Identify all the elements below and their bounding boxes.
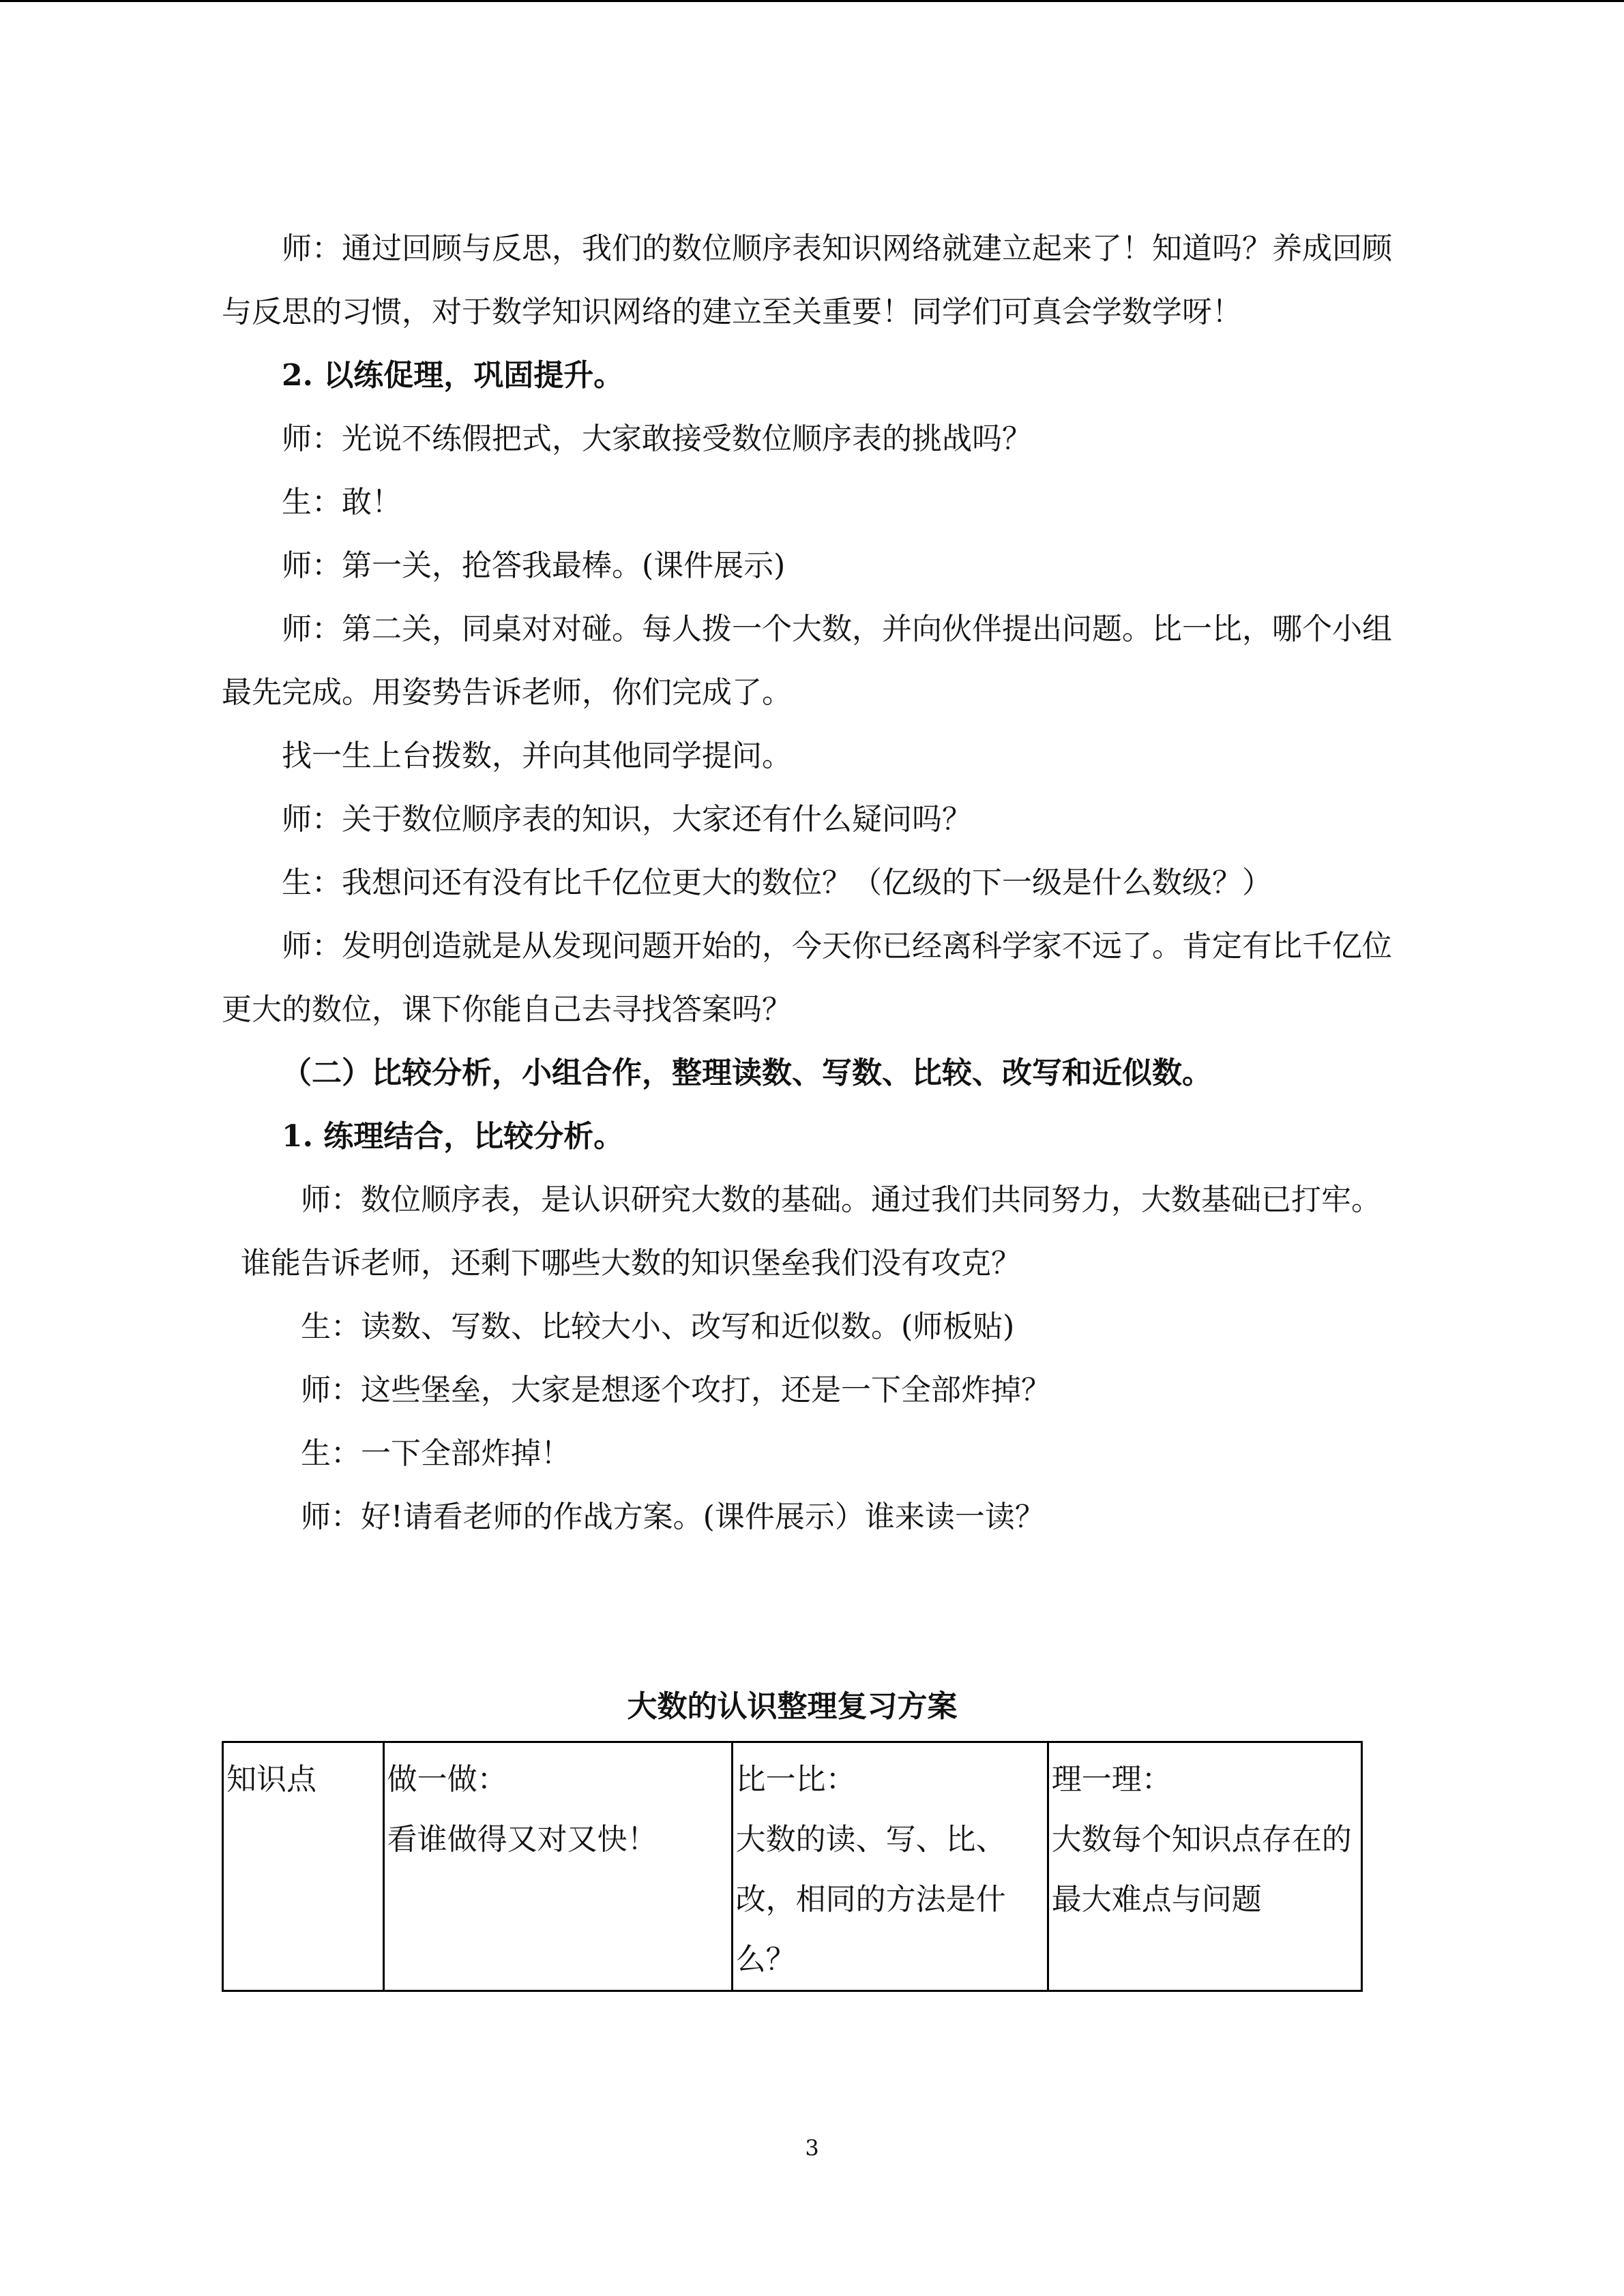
paragraph-level-two: 师：第二关，同桌对对碰。每人拨一个大数，并向伙伴提出问题。比一比，哪个小组最先完成。用姿势告诉老师，你们完成了。	[222, 612, 1392, 710]
paragraph-student-dare: 生：敢！	[282, 485, 402, 520]
cell-knowledge-point-head: 知识点	[226, 1762, 316, 1797]
paragraph-teacher-challenge: 师：光说不练假把式，大家敢接受数位顺序表的挑战吗？	[282, 421, 1032, 456]
paragraph-teacher-questions: 师：关于数位顺序表的知识，大家还有什么疑问吗？	[282, 802, 972, 837]
top-border-line	[0, 0, 1624, 2]
paragraph-reflection: 师：通过回顾与反思，我们的数位顺序表知识网络就建立起来了！知道吗？养成回顾与反思的习惯，对于数学知识网络的建立至关重要！同学们可真会学数学呀！	[222, 231, 1392, 329]
cell-sort-out-head: 理一理：	[1051, 1762, 1172, 1797]
section-heading-practice: 2. 以练促理，巩固提升。	[282, 358, 624, 393]
table-row	[223, 1742, 1362, 1991]
cell-sort-out-body: 大数每个知识点存在的最大难点与问题	[1051, 1822, 1352, 1917]
cell-compare-body: 大数的读、写、比、改，相同的方法是什么？	[735, 1822, 1006, 1977]
paragraph-student-question: 生：我想问还有没有比千亿位更大的数位？（亿级的下一级是什么数级？）	[282, 865, 1272, 900]
cell-compare-head: 比一比：	[735, 1762, 856, 1797]
cell-sort-out	[1048, 1742, 1361, 1991]
cell-knowledge-point	[223, 1742, 384, 1991]
paragraph-student-on-stage: 找一生上台拨数，并向其他同学提问。	[282, 739, 792, 773]
cell-do-it-body: 看谁做得又对又快！	[387, 1822, 658, 1857]
paragraph-level-one: 师：第一关，抢答我最棒。(课件展示)	[282, 548, 786, 583]
paragraph-teacher-invention: 师：发明创造就是从发现问题开始的，今天你已经离科学家不远了。肯定有比千亿位更大的数位，课下你能自己去寻找答案吗？	[222, 929, 1392, 1027]
paragraph-student-blast: 生：一下全部炸掉！	[301, 1436, 571, 1471]
paragraph-teacher-foundation: 师：数位顺序表，是认识研究大数的基础。通过我们共同努力，大数基础已打牢。谁能告诉老师，还剩下哪些大数的知识堡垒我们没有攻克？	[241, 1182, 1381, 1281]
review-plan-table	[222, 1741, 1363, 1992]
page-number: 3	[805, 2135, 819, 2161]
cell-do-it-head: 做一做：	[387, 1762, 507, 1797]
section-heading-compare: （二）比较分析，小组合作，整理读数、写数、比较、改写和近似数。	[282, 1056, 1212, 1090]
paragraph-student-topics: 生：读数、写数、比较大小、改写和近似数。(师板贴)	[301, 1309, 1015, 1344]
document-body	[222, 217, 1395, 1549]
paragraph-teacher-fortress: 师：这些堡垒，大家是想逐个攻打，还是一下全部炸掉？	[301, 1373, 1051, 1407]
paragraph-teacher-plan: 师：好!请看老师的作战方案。(课件展示）谁来读一读？	[301, 1500, 1045, 1534]
section-heading-combine: 1. 练理结合，比较分析。	[282, 1119, 624, 1154]
table-title: 大数的认识整理复习方案	[627, 1689, 958, 1724]
cell-compare	[732, 1742, 1048, 1991]
cell-do-it	[383, 1742, 732, 1991]
